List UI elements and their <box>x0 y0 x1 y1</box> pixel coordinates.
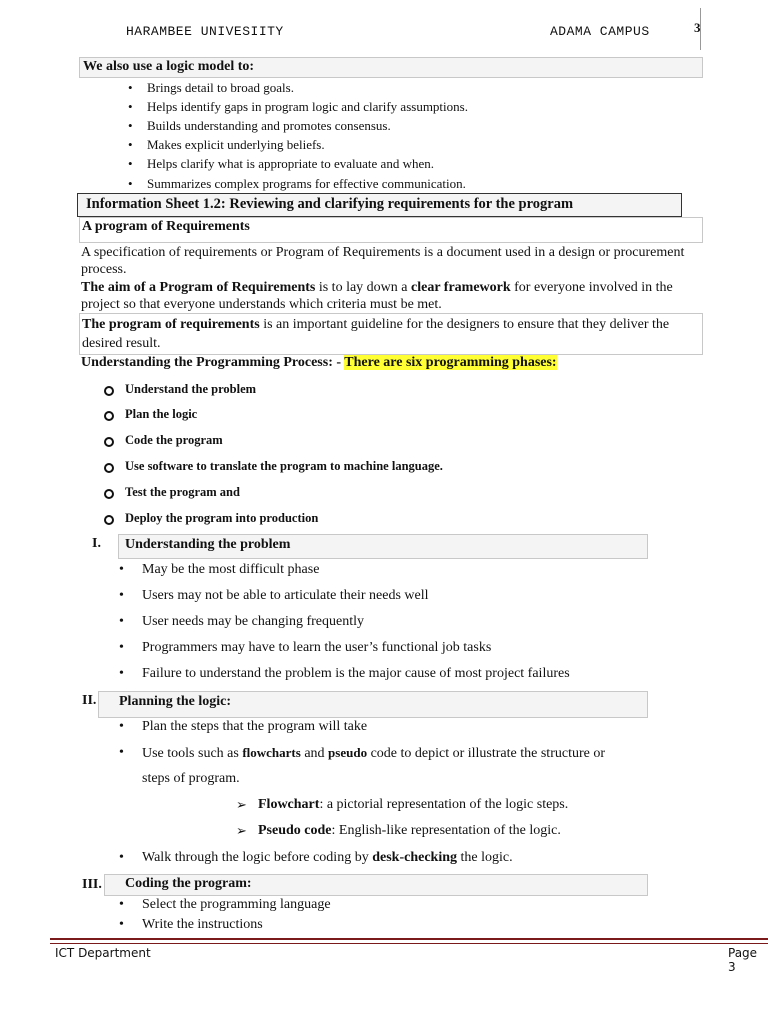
section-3-heading-text: Coding the program: <box>125 876 252 891</box>
arrow-bullet-icon: ➢ <box>236 797 247 812</box>
phase-item: Test the program and <box>125 485 240 499</box>
list-item: Brings detail to broad goals. <box>147 80 294 95</box>
walkthrough-text-2: the logic. <box>457 850 513 865</box>
list-item: Helps clarify what is appropriate to evaluate and when. <box>147 156 434 171</box>
para3-text: is an important guideline for the designers to ensure that they deliver the desired result. <box>82 317 670 351</box>
bullet-icon: • <box>128 156 133 171</box>
circle-bullet-icon <box>104 489 114 499</box>
list-item <box>142 745 605 762</box>
phase-item: Use software to translate the program to machine language. <box>125 459 443 473</box>
list-item: Plan the steps that the program will take <box>142 719 368 734</box>
section-2-heading <box>98 691 648 718</box>
requirements-paragraph-1: A specification of requirements or Program of Requirements is a document used in a design or procurement process. <box>81 245 685 277</box>
phase-item: Plan the logic <box>125 407 198 421</box>
circle-bullet-icon <box>104 437 114 447</box>
section-3-heading <box>104 874 648 896</box>
header-left: HARAMBEE UNIVESIITY <box>126 24 284 39</box>
page-corner-number: 3 <box>694 20 701 35</box>
list-item: Summarizes complex programs for effective communication. <box>147 176 466 191</box>
bullet-icon: • <box>119 588 124 603</box>
walkthrough-text-1: Walk through the logic before coding by <box>142 850 373 865</box>
corner-mark <box>700 8 703 50</box>
requirements-subheading <box>79 217 703 243</box>
tools-text-2: and <box>300 746 329 761</box>
logic-model-heading <box>79 57 703 78</box>
para3-bold: The program of requirements <box>82 317 260 332</box>
bullet-icon: • <box>119 666 124 681</box>
list-item: Builds understanding and promotes consensus. <box>147 118 391 133</box>
phase-item: Understand the problem <box>125 382 257 396</box>
requirements-subheading-text: A program of Requirements <box>82 219 250 234</box>
info-sheet-title-text: Information Sheet 1.2: Reviewing and clarifying requirements for the program <box>86 196 574 212</box>
tools-text-1: Use tools such as <box>142 746 243 761</box>
tools-text-3: code to depict or illustrate the structure or <box>367 746 605 761</box>
list-item: May be the most difficult phase <box>142 562 320 577</box>
bullet-icon: • <box>128 176 133 191</box>
circle-bullet-icon <box>104 463 114 473</box>
process-lead <box>81 355 557 371</box>
bullet-icon: • <box>119 614 124 629</box>
phase-item: Deploy the program into production <box>125 511 319 525</box>
flowchart-bold: Flowchart <box>258 797 320 812</box>
tools-bold-flowcharts: flowcharts <box>242 745 301 760</box>
list-item-continuation: steps of program. <box>142 771 240 786</box>
list-item <box>142 850 513 866</box>
pseudo-code-text: : English-like representation of the logic. <box>331 823 561 838</box>
process-highlight: There are six programming phases: <box>344 355 557 370</box>
list-item: Failure to understand the problem is the major cause of most project failures <box>142 666 570 681</box>
list-item: Select the programming language <box>142 897 331 912</box>
phase-item: Code the program <box>125 433 223 447</box>
requirements-paragraph-3 <box>79 313 703 355</box>
circle-bullet-icon <box>104 411 114 421</box>
section-1-numeral: I. <box>92 536 101 551</box>
requirements-paragraph-2 <box>81 279 703 313</box>
bullet-icon: • <box>128 137 133 152</box>
list-item: User needs may be changing frequently <box>142 614 364 629</box>
bullet-icon: • <box>119 897 124 912</box>
footer-left: ICT Department <box>55 946 151 960</box>
pseudo-code-bold: Pseudo code <box>258 823 332 838</box>
bullet-icon: • <box>128 99 133 114</box>
logic-model-heading-text: We also use a logic model to: <box>83 59 255 74</box>
flowchart-text: : a pictorial representation of the logic steps. <box>319 797 569 812</box>
section-1-heading-text: Understanding the problem <box>125 537 291 552</box>
para2-text-2: for everyone involved in the project so that everyone understands which criteria must be met. <box>81 280 673 312</box>
tools-bold-pseudo: pseudo <box>328 745 368 760</box>
sub-item-pseudo-code <box>258 823 561 839</box>
header-right: ADAMA CAMPUS <box>550 24 650 39</box>
list-item: Users may not be able to articulate their needs well <box>142 588 429 603</box>
footer-rule <box>50 938 768 944</box>
sub-item-flowchart <box>258 797 568 813</box>
info-sheet-title <box>77 193 682 217</box>
section-3-numeral: III. <box>82 877 102 892</box>
list-item: Makes explicit underlying beliefs. <box>147 137 325 152</box>
list-item: Write the instructions <box>142 917 263 932</box>
bullet-icon: • <box>128 80 133 95</box>
bullet-icon: • <box>119 719 124 734</box>
desk-checking-bold: desk-checking <box>372 850 457 865</box>
process-lead-text: Understanding the Programming Process: - <box>81 355 345 370</box>
footer-right: Page 3 <box>728 946 758 974</box>
section-2-numeral: II. <box>82 693 97 708</box>
bullet-icon: • <box>119 562 124 577</box>
section-1-heading <box>118 534 648 559</box>
bullet-icon: • <box>119 917 124 932</box>
bullet-icon: • <box>128 118 133 133</box>
bullet-icon: • <box>119 850 124 865</box>
arrow-bullet-icon: ➢ <box>236 823 247 838</box>
para2-bold-2: clear framework <box>411 280 511 295</box>
circle-bullet-icon <box>104 515 114 525</box>
para2-bold-1: The aim of a Program of Requirements <box>81 280 316 295</box>
list-item: Helps identify gaps in program logic and clarify assumptions. <box>147 99 468 114</box>
bullet-icon: • <box>119 745 124 760</box>
list-item: Programmers may have to learn the user’s functional job tasks <box>142 640 492 655</box>
bullet-icon: • <box>119 640 124 655</box>
circle-bullet-icon <box>104 386 114 396</box>
para2-text-1: is to lay down a <box>315 280 411 295</box>
section-2-heading-text: Planning the logic: <box>119 694 232 709</box>
